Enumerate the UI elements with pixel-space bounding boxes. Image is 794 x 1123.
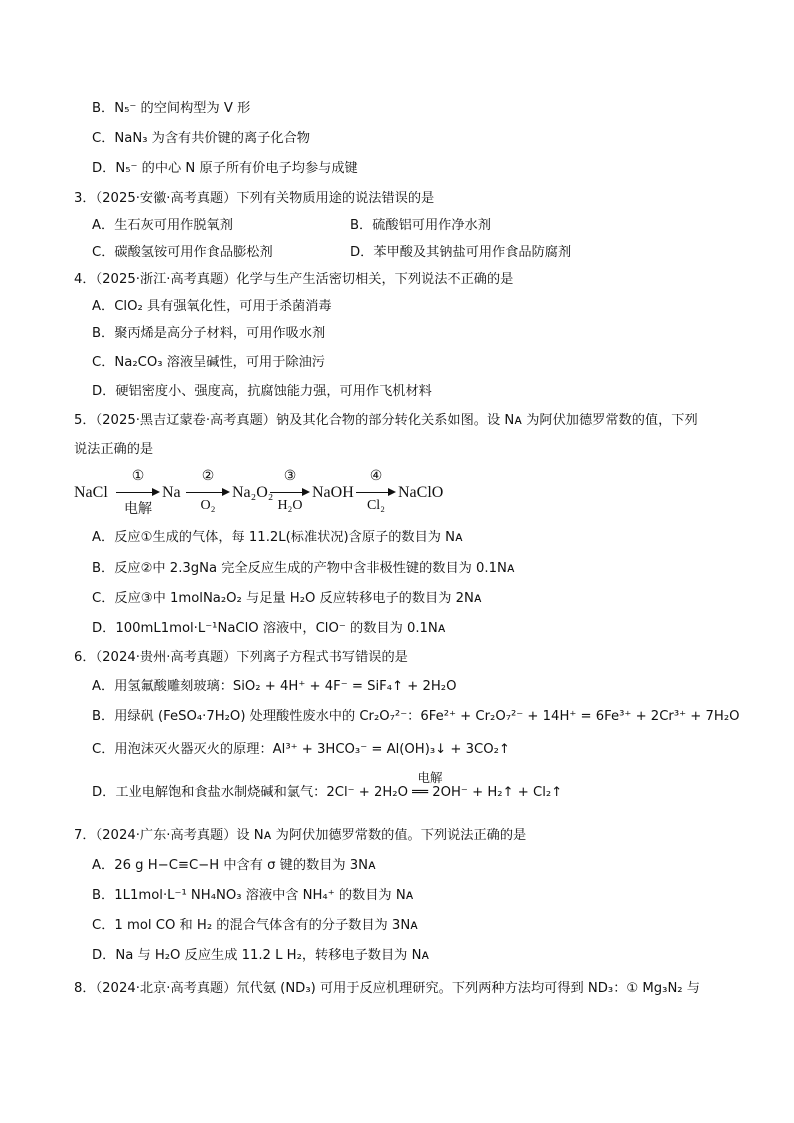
arrow-4 (356, 468, 396, 520)
q3-option-a: A．生石灰可用作脱氧剂 (92, 218, 233, 233)
q7-option-a: A．26 g H−C≡C−H 中含有 σ 键的数目为 3Nᴀ (92, 858, 376, 873)
arrow-3-condition: H₂O (277, 498, 303, 513)
question-7: 7．（2024·广东·高考真题）设 Nᴀ 为阿伏加德罗常数的值。下列说法正确的是 (74, 828, 527, 843)
q4-option-c: C．Na₂CO₃ 溶液呈碱性，可用于除油污 (92, 355, 325, 370)
q7-option-b: B．1L1mol·L⁻¹ NH₄NO₃ 溶液中含 NH₄⁺ 的数目为 Nᴀ (92, 888, 414, 903)
q6-option-d: D．工业电解饱和食盐水制烧碱和氯气：2Cl⁻ + 2H₂O ══ 2OH⁻ + H₂↑ + Cl₂↑ (92, 785, 563, 800)
arrow-1 (116, 468, 160, 520)
question-5-continued: 说法正确的是 (74, 442, 154, 457)
reaction-scheme (74, 468, 474, 520)
arrow-2-condition: O₂ (200, 498, 216, 513)
arrow-1-label: ① (131, 469, 145, 484)
question-6: 6．（2024·贵州·高考真题）下列离子方程式书写错误的是 (74, 650, 408, 665)
electrolysis-label: 电解 (417, 770, 443, 785)
q5-option-c: C．反应③中 1molNa₂O₂ 与足量 H₂O 反应转移电子的数目为 2Nᴀ (92, 591, 482, 606)
arrow-3-label: ③ (283, 469, 297, 484)
q2-option-c: C．NaN₃ 为含有共价键的离子化合物 (92, 131, 310, 146)
arrow-2 (186, 468, 230, 520)
q5-option-a: A．反应①生成的气体，每 11.2L(标准状况)含原子的数目为 Nᴀ (92, 530, 463, 545)
species-na: Na (162, 484, 181, 501)
species-naoh: NaOH (312, 484, 354, 501)
species-na2o2: Na₂O₂ (232, 484, 274, 501)
q4-option-b: B．聚丙烯是高分子材料，可用作吸水剂 (92, 326, 326, 341)
q2-option-d: D．N₅⁻ 的中心 N 原子所有价电子均参与成键 (92, 161, 358, 176)
arrow-3 (270, 468, 310, 520)
q6-option-b: B．用绿矾 (FeSO₄·7H₂O) 处理酸性废水中的 Cr₂O₇²⁻：6Fe²⁺ + Cr₂O₇²⁻ + 14H⁺ = 6Fe³⁺ + 2Cr³⁺ + 7H₂O (92, 709, 740, 724)
q5-option-d: D．100mL1mol·L⁻¹NaClO 溶液中，ClO⁻ 的数目为 0.1Nᴀ (92, 621, 446, 636)
q6-option-a: A．用氢氟酸雕刻玻璃：SiO₂ + 4H⁺ + 4F⁻ = SiF₄↑ + 2H₂O (92, 679, 457, 694)
q3-option-b: B．硫酸铝可用作净水剂 (350, 218, 491, 233)
q2-option-b: B．N₅⁻ 的空间构型为 V 形 (92, 101, 251, 116)
q6-option-c: C．用泡沫灭火器灭火的原理：Al³⁺ + 3HCO₃⁻ = Al(OH)₃↓ + 3CO₂↑ (92, 742, 510, 757)
species-nacl: NaCl (74, 484, 108, 501)
arrow-4-label: ④ (369, 469, 383, 484)
q7-option-d: D．Na 与 H₂O 反应生成 11.2 L H₂，转移电子数目为 Nᴀ (92, 948, 430, 963)
question-4: 4．（2025·浙江·高考真题）化学与生产生活密切相关，下列说法不正确的是 (74, 272, 514, 287)
arrow-4-condition: Cl₂ (366, 498, 386, 513)
species-naclo: NaClO (398, 484, 444, 501)
q3-option-c: C．碳酸氢铵可用作食品膨松剂 (92, 245, 273, 260)
q5-option-b: B．反应②中 2.3gNa 完全反应生成的产物中含非极性键的数目为 0.1Nᴀ (92, 561, 515, 576)
arrow-1-condition: 电解 (124, 502, 152, 517)
q4-option-d: D．硬铝密度小、强度高，抗腐蚀能力强，可用作飞机材料 (92, 384, 432, 399)
q3-option-d: D．苯甲酸及其钠盐可用作食品防腐剂 (350, 245, 572, 260)
arrow-2-label: ② (201, 469, 215, 484)
question-5: 5．（2025·黑吉辽蒙卷·高考真题）钠及其化合物的部分转化关系如图。设 Nᴀ 为阿伏加德罗常数的值，下列 (74, 413, 698, 428)
question-3: 3．（2025·安徽·高考真题）下列有关物质用途的说法错误的是 (74, 191, 435, 206)
question-8: 8．（2024·北京·高考真题）氘代氨 (ND₃) 可用于反应机理研究。下列两种方法均可得到 ND₃：① Mg₃N₂ 与 (74, 981, 700, 996)
q4-option-a: A．ClO₂ 具有强氧化性，可用于杀菌消毒 (92, 299, 332, 314)
q7-option-c: C．1 mol CO 和 H₂ 的混合气体含有的分子数目为 3Nᴀ (92, 918, 418, 933)
